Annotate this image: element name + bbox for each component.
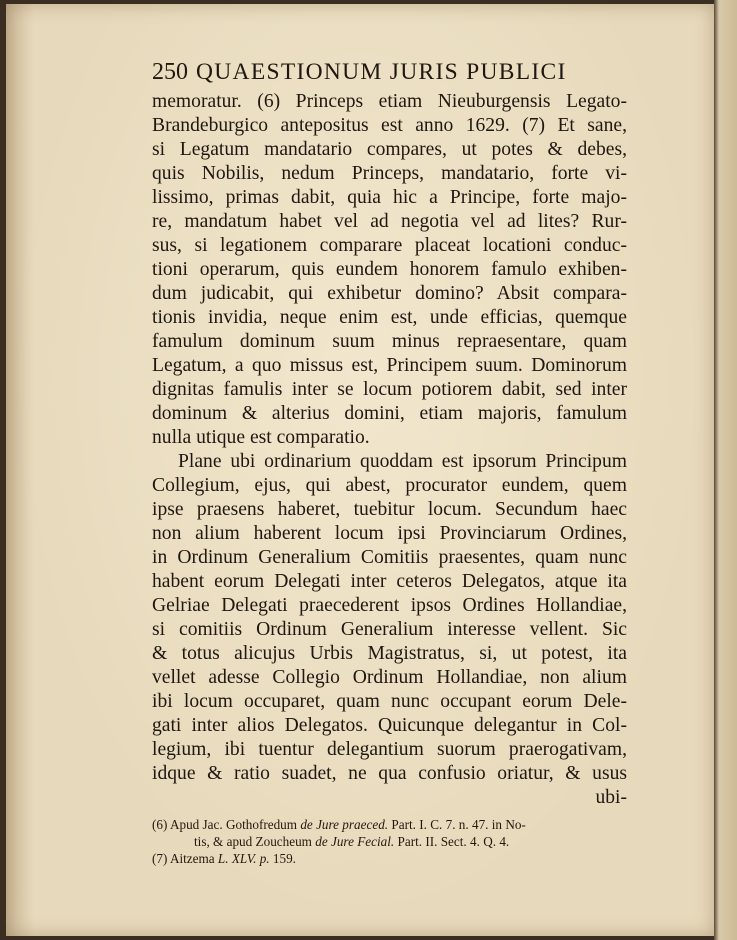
footnote-text: (7) Aitzema (152, 851, 218, 866)
text-line: lissimo, primas dabit, quia hic a Principe, forte majo- (152, 187, 627, 208)
text-line: ibi locum occuparet, quam nunc occupant eorum Dele- (152, 691, 627, 712)
text-line: habent eorum Delegati inter ceteros Delegatos, atque ita (152, 571, 627, 592)
footnote-italic-title: de Jure praeced. (300, 817, 389, 832)
catchword: ubi- (595, 787, 627, 808)
text-line: dignitas famulis inter se locum potiorem dabit, sed inter (152, 379, 627, 400)
text-line: non alium haberent locum ipsi Provinciarum Ordines, (152, 523, 627, 544)
footnote-italic-title: de Jure Fecial. (315, 834, 395, 849)
running-header (152, 54, 627, 90)
text-line: tioni operarum, quis eundem honorem famulo exhiben- (152, 259, 627, 280)
text-line: dominum & alterius domini, etiam majoris, famulum (152, 403, 627, 424)
footnotes (152, 816, 627, 867)
text-line: re, mandatum habet vel ad negotia vel ad lites? Rur- (152, 211, 627, 232)
text-line: idque & ratio suadet, ne qua confusio oriatur, & usus (152, 763, 627, 784)
text-line: quis Nobilis, nedum Princeps, mandatario, forte vi- (152, 163, 627, 184)
text-line: Legatum, a quo missus est, Principem suum. Dominorum (152, 355, 627, 376)
page-text-block (152, 54, 627, 867)
body-text (152, 90, 627, 786)
paragraph-start-line: Plane ubi ordinarium quoddam est ipsorum Principum (178, 451, 627, 472)
footnote-text: Part. I. C. 7. n. 47. in No- (388, 817, 526, 832)
text-line: dum judicabit, qui exhibetur domino? Absit compara- (152, 283, 627, 304)
footnote-text: Part. II. Sect. 4. Q. 4. (394, 834, 510, 849)
text-line: gati inter alios Delegatos. Quicunque delegantur in Col- (152, 715, 627, 736)
footnote-text: tis, & apud Zoucheum (194, 834, 316, 849)
text-line: & totus alicujus Urbis Magistratus, si, ut potest, ita (152, 643, 627, 664)
text-line: Gelriae Delegati praecederent ipsos Ordines Hollandiae, (152, 595, 627, 616)
footnote-6-continuation (152, 833, 627, 850)
text-line: tionis invidia, neque enim est, unde efficias, quemque (152, 307, 627, 328)
footnote-6 (152, 816, 627, 833)
running-title: QUAESTIONUM JURIS PUBLICI (196, 59, 567, 85)
text-line: in Ordinum Generalium Comitiis praesentes, quam nunc (152, 547, 627, 568)
text-line: ipse praesens haberet, tuebitur locum. Secundum haec (152, 499, 627, 520)
text-line: si Legatum mandatario compares, ut potes & debes, (152, 139, 627, 160)
text-line: Brandeburgico antepositus est anno 1629. (7) Et sane, (152, 115, 627, 136)
footnote-7 (152, 850, 627, 867)
text-line: sus, si legationem comparare placeat locationi conduc- (152, 235, 627, 256)
text-line: famulum dominum suum minus repraesentare, quam (152, 331, 627, 352)
text-line: vellet adesse Collegio Ordinum Hollandiae, non alium (152, 667, 627, 688)
text-line: Collegium, ejus, qui abest, procurator eundem, quem (152, 475, 627, 496)
text-line: nulla utique est comparatio. (152, 427, 370, 448)
footnote-text: 159. (269, 851, 296, 866)
adjacent-page-edge (714, 0, 737, 940)
text-line: legium, ibi tuentur delegantium suorum praerogativam, (152, 739, 627, 760)
text-line: memoratur. (6) Princeps etiam Nieuburgensis Legato- (152, 91, 627, 112)
footnote-text: (6) Apud Jac. Gothofredum (152, 817, 301, 832)
text-line: si comitiis Ordinum Generalium interesse vellent. Sic (152, 619, 627, 640)
footnote-italic-title: L. XLV. p. (217, 851, 270, 866)
page-number: 250 (152, 59, 188, 85)
